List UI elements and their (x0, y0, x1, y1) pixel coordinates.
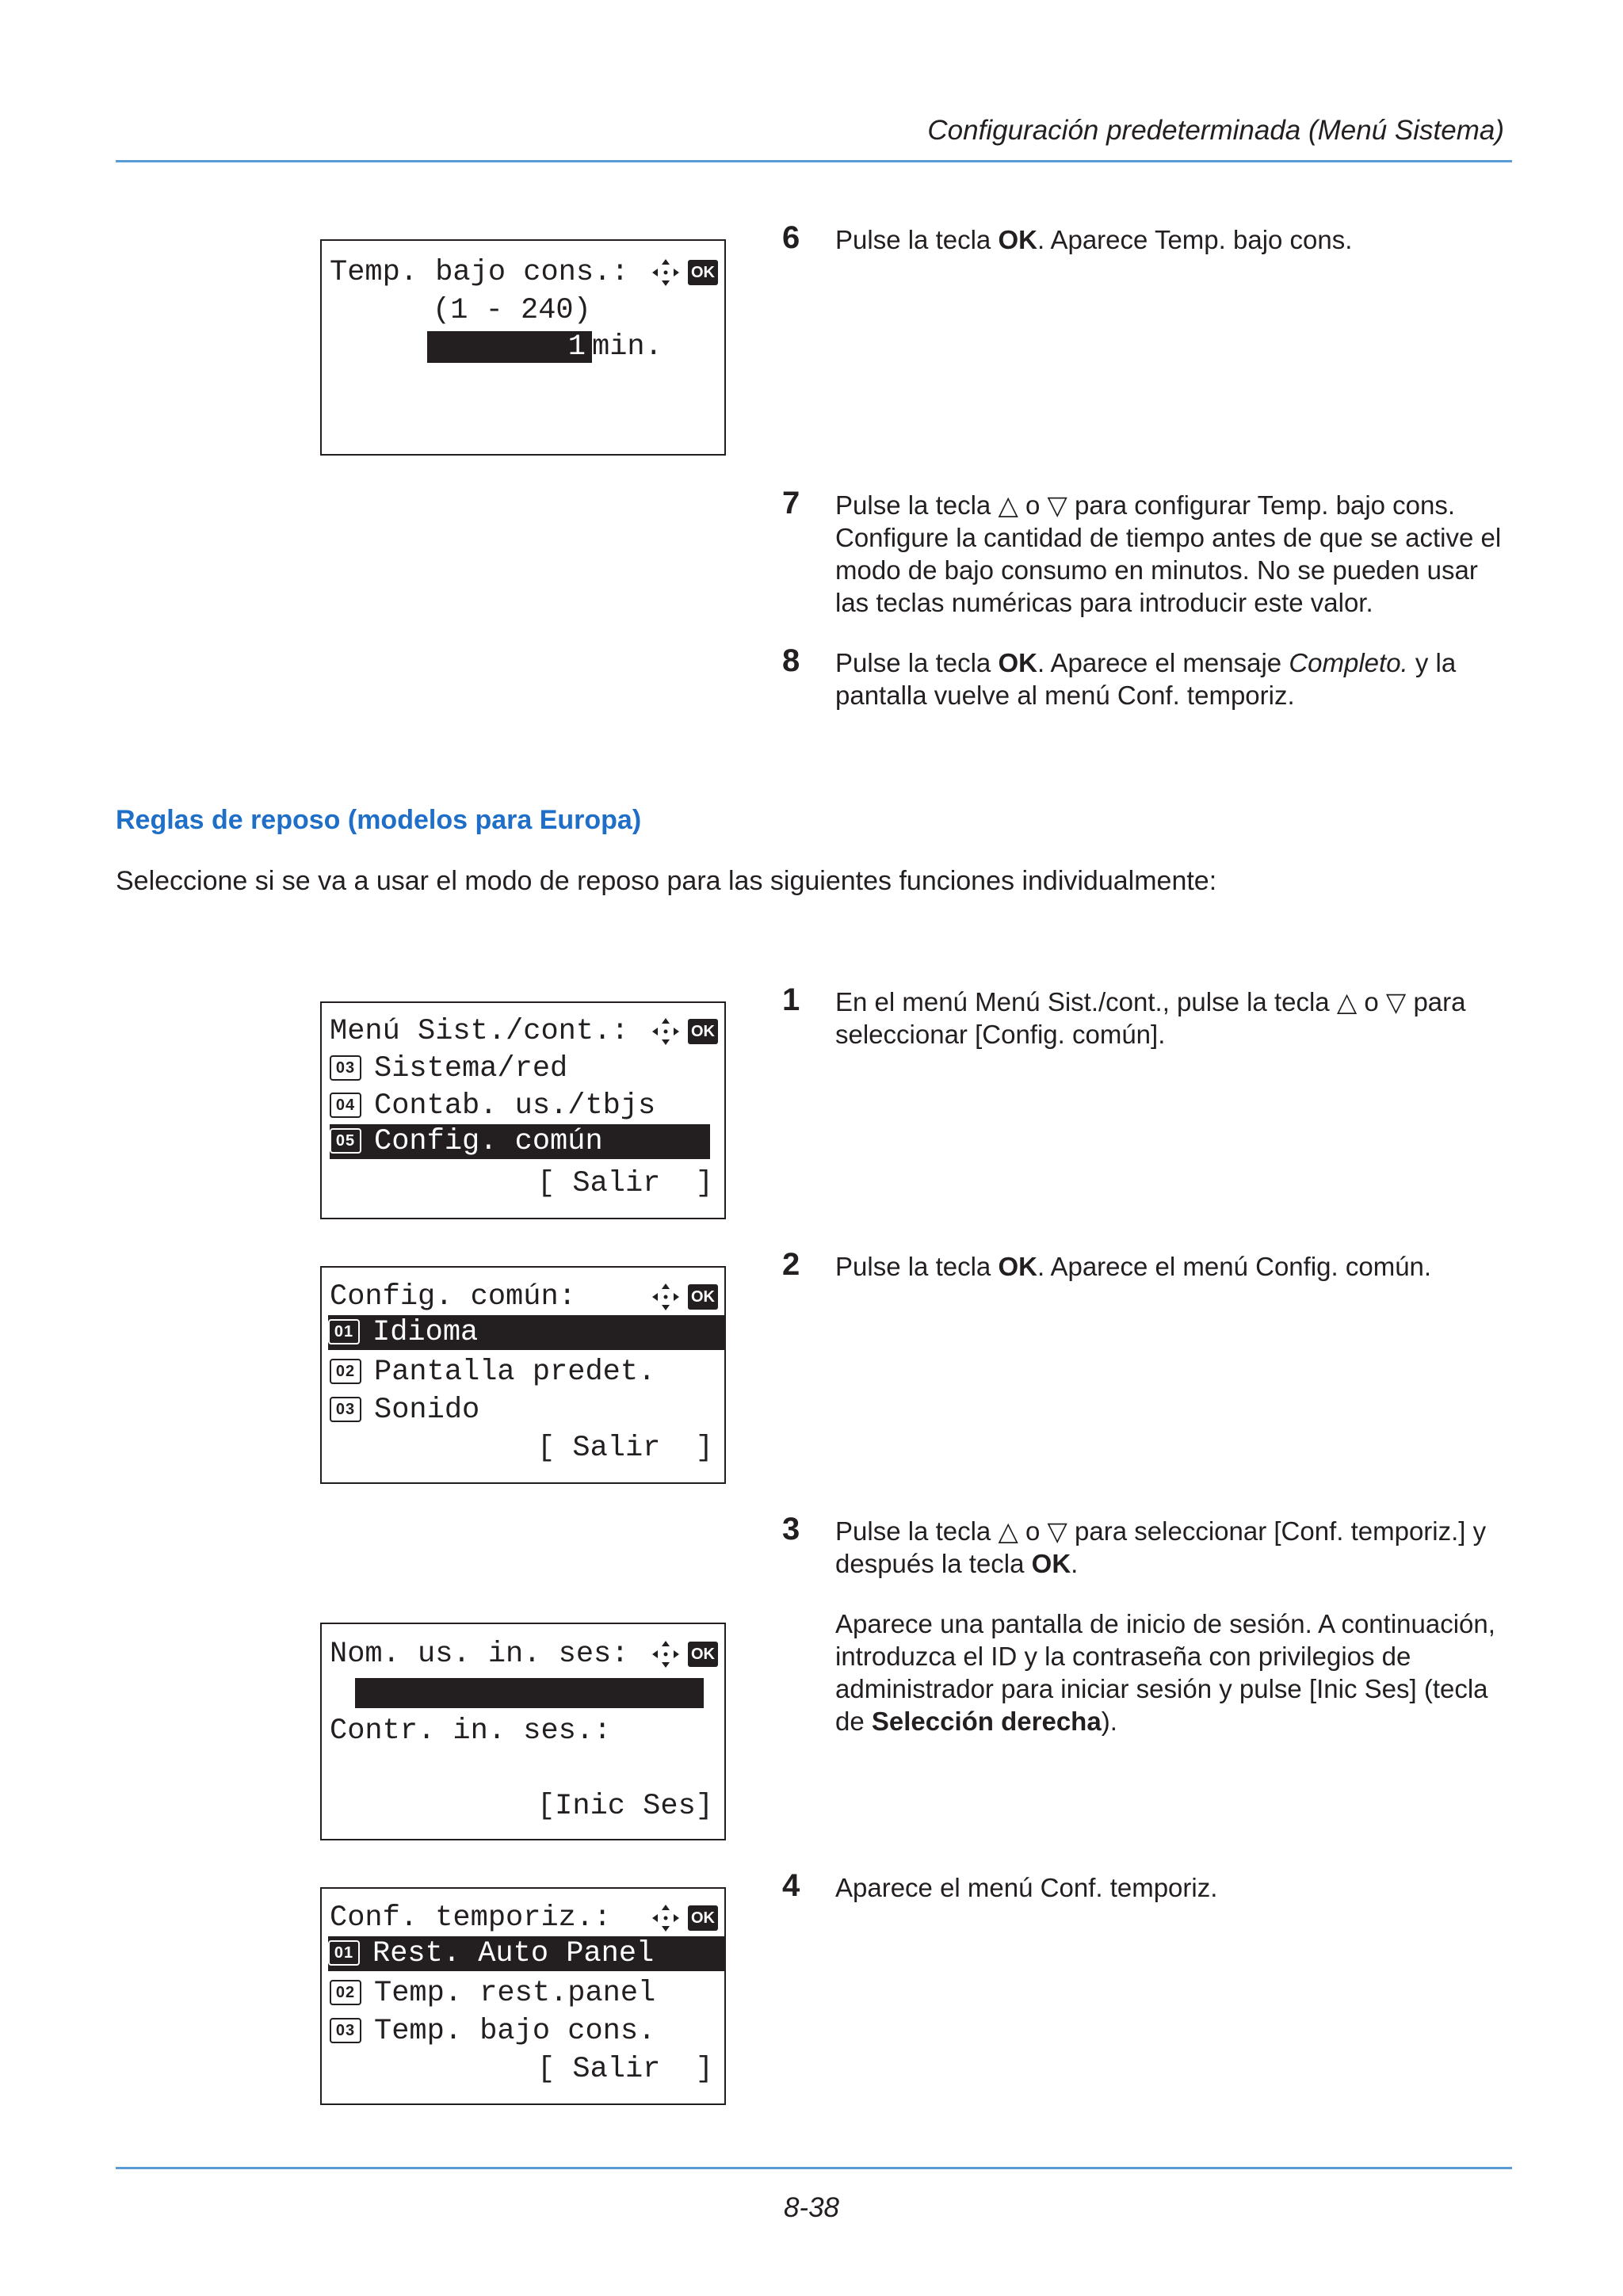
soft-key-exit[interactable]: [ Salir ] (537, 1432, 713, 1465)
item-number-icon: 04 (330, 1093, 361, 1118)
menu-item-selected[interactable]: 01 Rest. Auto Panel (328, 1936, 724, 1971)
step-text: Aparece una pantalla de inicio de sesión. A continuación, introduzca el ID y la contraseña con privilegios de administrador para iniciar sesión y pulse [Inic Ses] (tecla de Selección derecha). (835, 1609, 1495, 1736)
lcd-title: Config. común: (330, 1280, 576, 1314)
footer-rule (116, 2167, 1512, 2169)
item-number-icon: 01 (328, 1319, 360, 1344)
lcd-value: 1 (567, 330, 586, 364)
item-number-icon: 03 (330, 1397, 361, 1422)
step-text: Pulse la tecla OK. Aparece el menú Config. común. (835, 1252, 1432, 1281)
soft-key-exit[interactable]: [ Salir ] (537, 1167, 713, 1200)
step-text: En el menú Menú Sist./cont., pulse la tecla △ o ▽ para seleccionar [Config. común]. (835, 987, 1466, 1049)
ok-icon: OK (688, 1019, 718, 1044)
arrow-keys-icon (650, 257, 682, 288)
menu-item[interactable]: 03 Sistema/red (330, 1051, 724, 1086)
arrow-keys-icon (650, 1638, 682, 1670)
item-number-icon: 03 (330, 2018, 361, 2043)
page-number: 8-38 (783, 2192, 840, 2223)
item-number-icon: 05 (330, 1128, 361, 1154)
step-number: 1 (782, 982, 800, 1017)
lcd-range: (1 - 240) (433, 294, 591, 327)
step-text: Aparece el menú Conf. temporiz. (835, 1873, 1218, 1902)
arrow-keys-icon (650, 1902, 682, 1934)
menu-item-selected[interactable]: 01 Idioma (328, 1315, 724, 1350)
lcd-nav-icons (650, 1901, 718, 1936)
menu-item-selected[interactable]: 05 Config. común (330, 1124, 710, 1159)
step-number: 7 (782, 486, 800, 521)
lcd-menu-sist-screen (320, 1001, 726, 1219)
lcd-title: Nom. us. in. ses: (330, 1638, 629, 1671)
item-number-icon: 03 (330, 1055, 361, 1081)
ok-icon: OK (688, 1905, 718, 1931)
lcd-nav-icons (650, 255, 718, 290)
step-number: 8 (782, 643, 800, 678)
lcd-temp-screen (320, 239, 726, 456)
arrow-keys-icon (650, 1016, 682, 1047)
lcd-unit: min. (592, 330, 663, 364)
ok-icon: OK (688, 1642, 718, 1667)
menu-item[interactable]: 03 Temp. bajo cons. (330, 2014, 724, 2049)
item-number-icon: 01 (328, 1940, 360, 1966)
step-number: 6 (782, 220, 800, 255)
step-number: 4 (782, 1868, 800, 1903)
section-intro: Seleccione si se va a usar el modo de reposo para las siguientes funciones individualmente: (116, 866, 1217, 896)
lcd-config-comun-screen (320, 1266, 726, 1484)
soft-key-exit[interactable]: [ Salir ] (537, 2053, 713, 2086)
lcd-conf-temporiz-screen (320, 1887, 726, 2105)
menu-item[interactable]: 02 Temp. rest.panel (330, 1976, 724, 2011)
step-number: 2 (782, 1247, 800, 1282)
menu-item[interactable]: 02 Pantalla predet. (330, 1355, 724, 1390)
step-text: Pulse la tecla OK. Aparece Temp. bajo cons. (835, 225, 1353, 254)
arrow-keys-icon (650, 1281, 682, 1313)
header-title: Configuración predeterminada (Menú Sistema) (927, 115, 1504, 146)
step-text: Pulse la tecla OK. Aparece el mensaje Completo. y la pantalla vuelve al menú Conf. temporiz. (835, 648, 1457, 710)
lcd-title: Temp. bajo cons.: (330, 256, 629, 289)
section-heading: Reglas de reposo (modelos para Europa) (116, 805, 642, 835)
ok-icon: OK (688, 1284, 718, 1310)
menu-item[interactable]: 03 Sonido (330, 1393, 724, 1428)
ok-icon: OK (688, 260, 718, 285)
menu-item[interactable]: 04 Contab. us./tbjs (330, 1089, 724, 1123)
soft-key-login[interactable]: [Inic Ses] (537, 1790, 713, 1823)
header-rule (116, 160, 1512, 162)
password-label: Contr. in. ses.: (330, 1714, 612, 1748)
item-number-icon: 02 (330, 1980, 361, 2005)
step-text: Pulse la tecla △ o ▽ para configurar Temp. bajo cons. Configure la cantidad de tiempo antes de que se active el modo de bajo consumo en minutos. No se pueden usar las teclas numéricas para introducir este valor. (835, 490, 1502, 617)
login-name-field[interactable] (355, 1678, 704, 1708)
step-text: Pulse la tecla △ o ▽ para seleccionar [Conf. temporiz.] y después la tecla OK. (835, 1516, 1487, 1578)
lcd-nav-icons (650, 1014, 718, 1049)
lcd-nav-icons (650, 1637, 718, 1672)
lcd-login-screen (320, 1623, 726, 1840)
item-number-icon: 02 (330, 1359, 361, 1384)
step-number: 3 (782, 1512, 800, 1547)
lcd-nav-icons (650, 1280, 718, 1314)
lcd-title: Menú Sist./cont.: (330, 1015, 629, 1048)
lcd-title: Conf. temporiz.: (330, 1901, 612, 1935)
